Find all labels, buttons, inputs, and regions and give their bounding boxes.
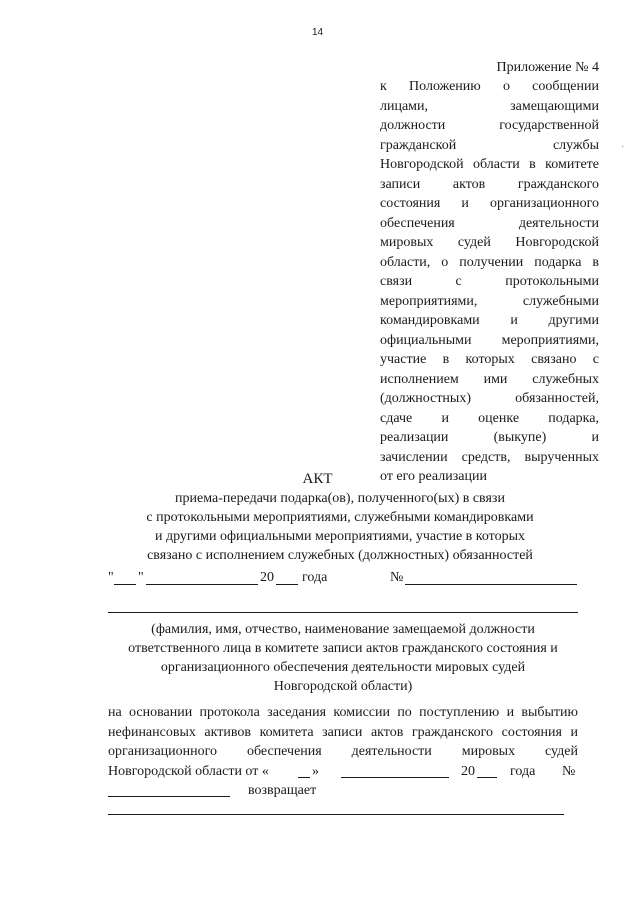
date-quote-close: " (138, 570, 144, 585)
appendix-line: (должностных) обязанностей, (380, 391, 599, 406)
act-date-row (108, 569, 578, 591)
act-subtitle-line: связано с исполнением служебных (должностных) обязанностей (147, 548, 533, 563)
official-caption (108, 620, 578, 696)
basis-year-suffix: года (510, 763, 536, 779)
appendix-line: официальными мероприятиями, (380, 332, 599, 348)
date-quote-open: " (108, 570, 114, 585)
appendix-line: Новгородской области в комитете (380, 157, 599, 172)
basis-number-sign: № (562, 763, 576, 779)
appendix-line: командировками и другими (380, 313, 599, 328)
basis-line-returns (108, 781, 578, 801)
appendix-line: от его реализации (380, 469, 487, 484)
appendix-line: области, о получении подарка в (380, 254, 599, 270)
appendix-line: исполнением ими служебных (380, 371, 599, 387)
official-caption-line: (фамилия, имя, отчество, наименование замещаемой должности (151, 622, 535, 637)
appendix-body (380, 77, 599, 487)
official-caption-line: Новгородской области) (273, 679, 413, 694)
act-subtitle-line: и другими официальными мероприятиями, участие в которых (154, 529, 526, 544)
year-suffix: года (302, 570, 328, 585)
act-title: АКТ (302, 471, 333, 487)
official-caption-line: ответственного лица в комитете записи актов гражданского состояния и (128, 641, 558, 656)
appendix-line: состояния и организационного (380, 196, 599, 211)
appendix-title: Приложение № 4 (496, 60, 599, 75)
year-prefix: 20 (260, 570, 274, 585)
returns-word: возвращает (248, 783, 317, 798)
recipient-line[interactable] (108, 814, 564, 815)
official-caption-line: организационного обеспечения деятельности мировых судей (160, 660, 526, 675)
basis-year-prefix: 20 (461, 763, 475, 779)
basis-line: нефинансовых активов комитета записи актов гражданского состояния и (108, 724, 578, 740)
act-subtitle (120, 489, 560, 565)
basis-date-start: Новгородской области от « (108, 763, 269, 779)
official-name-line[interactable] (108, 612, 578, 613)
basis-line: организационного обеспечения деятельности мировых судей (108, 744, 578, 759)
appendix-line: зачислении средств, вырученных (380, 449, 599, 465)
appendix-line: лицами, замещающими (380, 98, 599, 114)
appendix-line: мероприятиями, служебными (380, 293, 599, 309)
appendix-line: гражданской службы (380, 137, 599, 153)
appendix-line: записи актов гражданского (380, 176, 599, 192)
appendix-line: сдаче и оценке подарка, (380, 410, 599, 426)
appendix-line: реализации (выкупе) и (380, 430, 599, 445)
act-subtitle-line: приема-передачи подарка(ов), полученного(ых) в связи (175, 491, 505, 506)
appendix-line: обеспечения деятельности (380, 215, 599, 231)
appendix-line: мировых судей Новгородской (380, 235, 599, 250)
basis-line-date (108, 762, 578, 782)
act-subtitle-line: с протокольными мероприятиями, служебными командировками (146, 510, 534, 525)
basis-line: на основании протокола заседания комиссии по поступлению и выбытию (108, 705, 578, 720)
basis-paragraph (108, 703, 578, 801)
appendix-line: должности государственной (380, 118, 599, 133)
margin-mark: · (621, 142, 625, 153)
page-number: 14 (311, 27, 324, 38)
appendix-line: к Положению о сообщении (380, 79, 599, 94)
basis-quote-close: » (312, 763, 319, 779)
number-sign: № (390, 570, 404, 585)
appendix-line: связи с протокольными (380, 274, 599, 289)
appendix-line: участие в которых связано с (380, 352, 599, 367)
